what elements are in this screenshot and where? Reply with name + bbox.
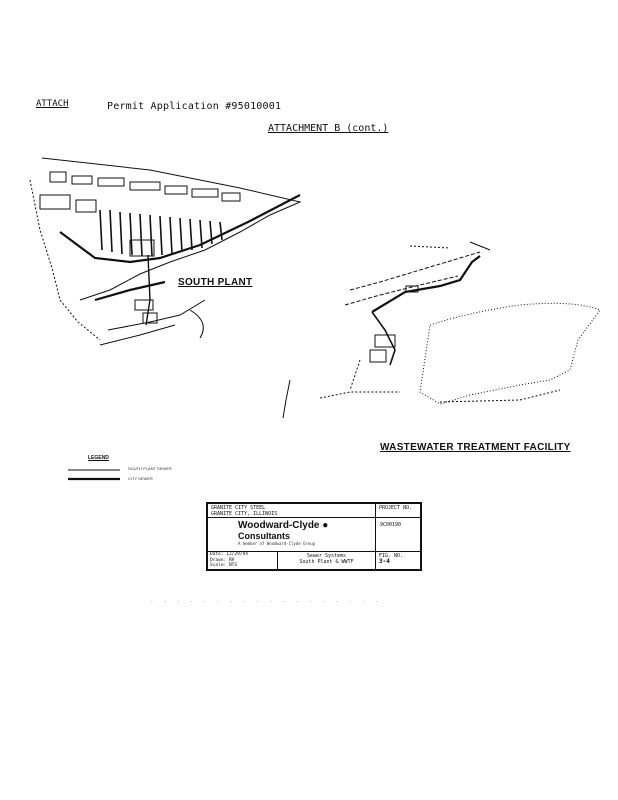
company-subtitle: Consultants [238, 531, 291, 541]
wwtf-lagoon-outline [420, 303, 600, 404]
company-name: Woodward-Clyde ● [238, 520, 329, 531]
permit-application-line: Permit Application #95010001 [107, 101, 282, 112]
project-no-label-cell [376, 504, 420, 518]
drawing-title-block [206, 502, 422, 571]
drawing-date: Date: 12/29/94 [210, 552, 248, 557]
company-tagline: A member of Woodward-Clyde Group [238, 541, 316, 546]
client-cell [208, 504, 376, 518]
header-mark: ATTACH [36, 99, 69, 109]
drawing-info-cell [208, 552, 278, 569]
figure-number: 3-4 [379, 558, 390, 565]
south-plant-label: SOUTH PLANT [178, 277, 253, 288]
legend-item-city-sewer: CITY SEWER [128, 476, 153, 481]
footer-dashes: - - - - - - - - - - - - - - - - - - [150, 598, 382, 605]
drawing-title-line2: South Plant & WWTF [299, 559, 354, 565]
plant-buildings [40, 172, 240, 212]
drawing-title-cell [278, 552, 376, 569]
drawing-title-line1: Sewer Systems [306, 553, 347, 559]
client-location: GRANITE CITY, ILLINOIS [211, 511, 278, 517]
figure-number-cell [376, 552, 420, 569]
plant-bays [100, 210, 222, 256]
client-name: GRANITE CITY STEEL [211, 505, 266, 511]
legend-title: LEGEND [88, 455, 109, 461]
project-no-label: PROJECT NO. [379, 505, 413, 511]
drawing-scale: Scale: NTS [210, 563, 238, 568]
wwtf-river-bank [350, 252, 480, 290]
attachment-heading: ATTACHMENT B (cont.) [268, 123, 389, 134]
project-no-cell [376, 518, 420, 552]
wwtf-sewer-line [372, 256, 480, 312]
legend-item-south-plant-sewer: SOUTH PLANT SEWER [128, 466, 172, 471]
company-cell [208, 518, 376, 552]
project-no-value: 9C00190 [380, 522, 402, 528]
figure-number-label: FIG. NO. [379, 553, 404, 559]
company-logo-icon: ● [322, 520, 329, 531]
wastewater-treatment-facility-label: WASTEWATER TREATMENT FACILITY [380, 442, 571, 453]
drawn-by: Drawn: RH [210, 557, 235, 563]
